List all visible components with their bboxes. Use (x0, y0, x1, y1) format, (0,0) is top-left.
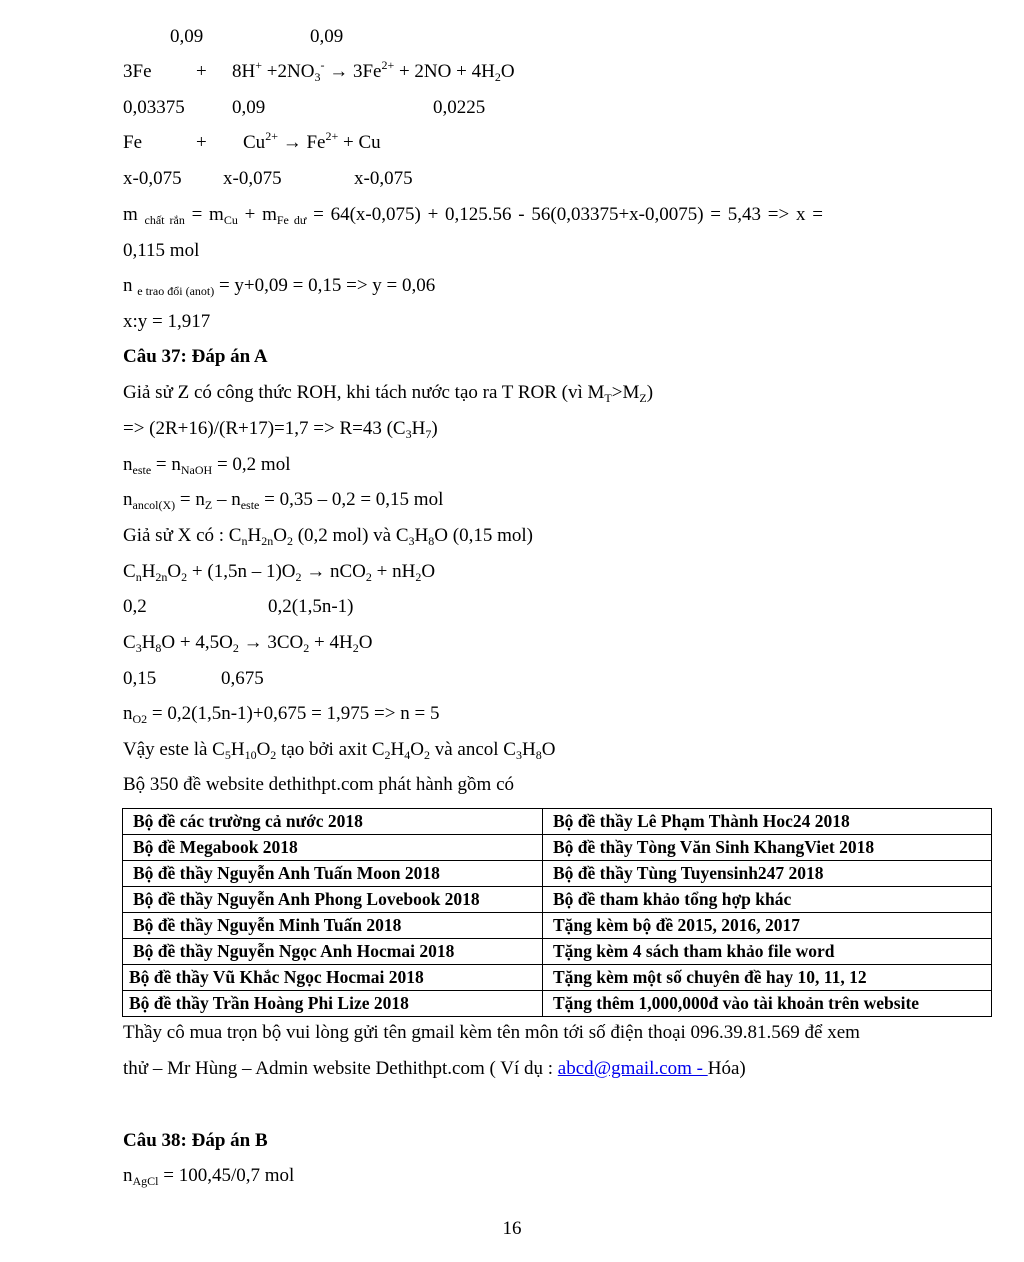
equation-amount: 0,09 (170, 26, 204, 47)
equation-line: n $_{e trao đổi (anot)}$ = y+0,09 = 0,15 => y = 0,06 (123, 275, 436, 298)
table-cell: Tặng kèm 4 sách tham khảo file word (543, 939, 992, 965)
equation-line: $n_{AgCl} = 100,45/0,7$ mol (123, 1165, 295, 1188)
text-line: Vậy este là $C_5H_{10}O_2$ tạo bởi axit $C_2H_4O_2$ và ancol $C_3H_8O$ (123, 739, 556, 762)
equation-amount: 0,675 (221, 668, 264, 689)
table-row (123, 991, 992, 1017)
equation-line: + (196, 132, 207, 153)
table-cell: Bộ đề thầy Lê Phạm Thành Hoc24 2018 (543, 809, 992, 835)
equation-line: Fe (123, 132, 142, 153)
equation-amount: 0,03375 (123, 97, 185, 118)
table-cell: Tặng thêm 1,000,000đ vào tài khoản trên website (543, 991, 992, 1017)
table-cell: Bộ đề thầy Nguyễn Minh Tuấn 2018 (123, 913, 543, 939)
contact-text: thử – Mr Hùng – Admin website Dethithpt.com ( Ví dụ : abcd@gmail.com - Hóa) (123, 1058, 746, 1079)
text-line: Giả sử X có : $C_nH_{2n}O_2$ (0,2 mol) và $C_3H_8O$ (0,15 mol) (123, 525, 533, 548)
equation-line: => (2R+16)/(R+17)=1,7 => R=43 $(C_3H_7)$ (123, 418, 438, 441)
equation-amount: 0,09 (232, 97, 266, 118)
equation-line: $8H^+ +2NO_3^- \to 3Fe^{2+} + 2NO + 4H_2O$ (232, 58, 515, 84)
question-heading: Câu 37: Đáp án A (123, 346, 268, 367)
text-line: Giả sử Z có công thức ROH, khi tách nước tạo ra T ROR (vì $M_T>M_Z$) (123, 382, 654, 405)
equation-line: 3Fe (123, 61, 152, 82)
equation-amount: 0,15 (123, 668, 157, 689)
table-row (123, 835, 992, 861)
table-cell: Bộ đề thầy Vũ Khắc Ngọc Hocmai 2018 (123, 965, 543, 991)
table-row (123, 887, 992, 913)
table-cell: Bộ đề thầy Nguyễn Ngọc Anh Hocmai 2018 (123, 939, 543, 965)
equation-amount: 0,2(1,5n-1) (268, 596, 354, 617)
table-cell: Bộ đề thầy Nguyễn Anh Tuấn Moon 2018 (123, 861, 543, 887)
equation-amount: 0,2 (123, 596, 147, 617)
question-heading: Câu 38: Đáp án B (123, 1130, 268, 1151)
equation-line: $C_3H_8O + 4,5O_2 \to 3CO_2 + 4H_2O$ (123, 632, 373, 655)
table-row (123, 809, 992, 835)
table-row (123, 939, 992, 965)
text-line: Bộ 350 đề website dethithpt.com phát hành gồm có (123, 774, 515, 795)
equation-line: $n_{O2} = 0,2(1,5n-1)+0,675 = 1,975 => n = 5$ (123, 703, 440, 726)
table-cell: Bộ đề tham khảo tổng hợp khác (543, 887, 992, 913)
equation-line: $Cu^{2+} \to Fe^{2+} + Cu$ (243, 129, 381, 153)
table-row (123, 861, 992, 887)
equation-line: $n_{este} = n_{NaOH} = 0,2$ mol (123, 454, 291, 477)
table-cell: Bộ đề Megabook 2018 (123, 835, 543, 861)
table-cell: Bộ đề thầy Tùng Tuyensinh247 2018 (543, 861, 992, 887)
text-line: 0,115 mol (123, 240, 200, 261)
table-cell: Tặng kèm một số chuyên đề hay 10, 11, 12 (543, 965, 992, 991)
text-line: x:y = 1,917 (123, 311, 211, 332)
email-link[interactable]: abcd@gmail.com - (557, 1058, 708, 1079)
table-row (123, 965, 992, 991)
equation-amount: x-0,075 (223, 168, 282, 189)
table-cell: Tặng kèm bộ đề 2015, 2016, 2017 (543, 913, 992, 939)
contact-text: Thầy cô mua trọn bộ vui lòng gửi tên gmail kèm tên môn tới số điện thoại 096.39.81.569 để xem (123, 1022, 860, 1043)
table-cell: Bộ đề các trường cả nước 2018 (123, 809, 543, 835)
equation-amount: 0,0225 (433, 97, 486, 118)
table-cell: Bộ đề thầy Trần Hoàng Phi Lize 2018 (123, 991, 543, 1017)
table-cell: Bộ đề thầy Nguyễn Anh Phong Lovebook 2018 (123, 887, 543, 913)
equation-line: m $_{chất rắn} = m_{Cu} + m_{Fe dư} = 64(x-0,075) + 0,125.56 - 56(0,03375+x-0,0075) = 5,43 => x$ = (123, 204, 823, 227)
table-row (123, 913, 992, 939)
equation-amount: x-0,075 (123, 168, 182, 189)
equation-amount: 0,09 (310, 26, 344, 47)
equation-line: $n_{ancol(X)} = n_Z - n_{este} = 0,35 - 0,2 = 0,15$ mol (123, 489, 444, 512)
page-number: 16 (502, 1218, 522, 1239)
equation-amount: x-0,075 (354, 168, 413, 189)
equation-line: $C_nH_{2n}O_2 + (1,5n - 1)O_2 \to nCO_2 + nH_2O$ (123, 561, 436, 584)
equation-line: + (196, 61, 207, 82)
book-list-table (122, 808, 992, 1017)
table-cell: Bộ đề thầy Tòng Văn Sinh KhangViet 2018 (543, 835, 992, 861)
